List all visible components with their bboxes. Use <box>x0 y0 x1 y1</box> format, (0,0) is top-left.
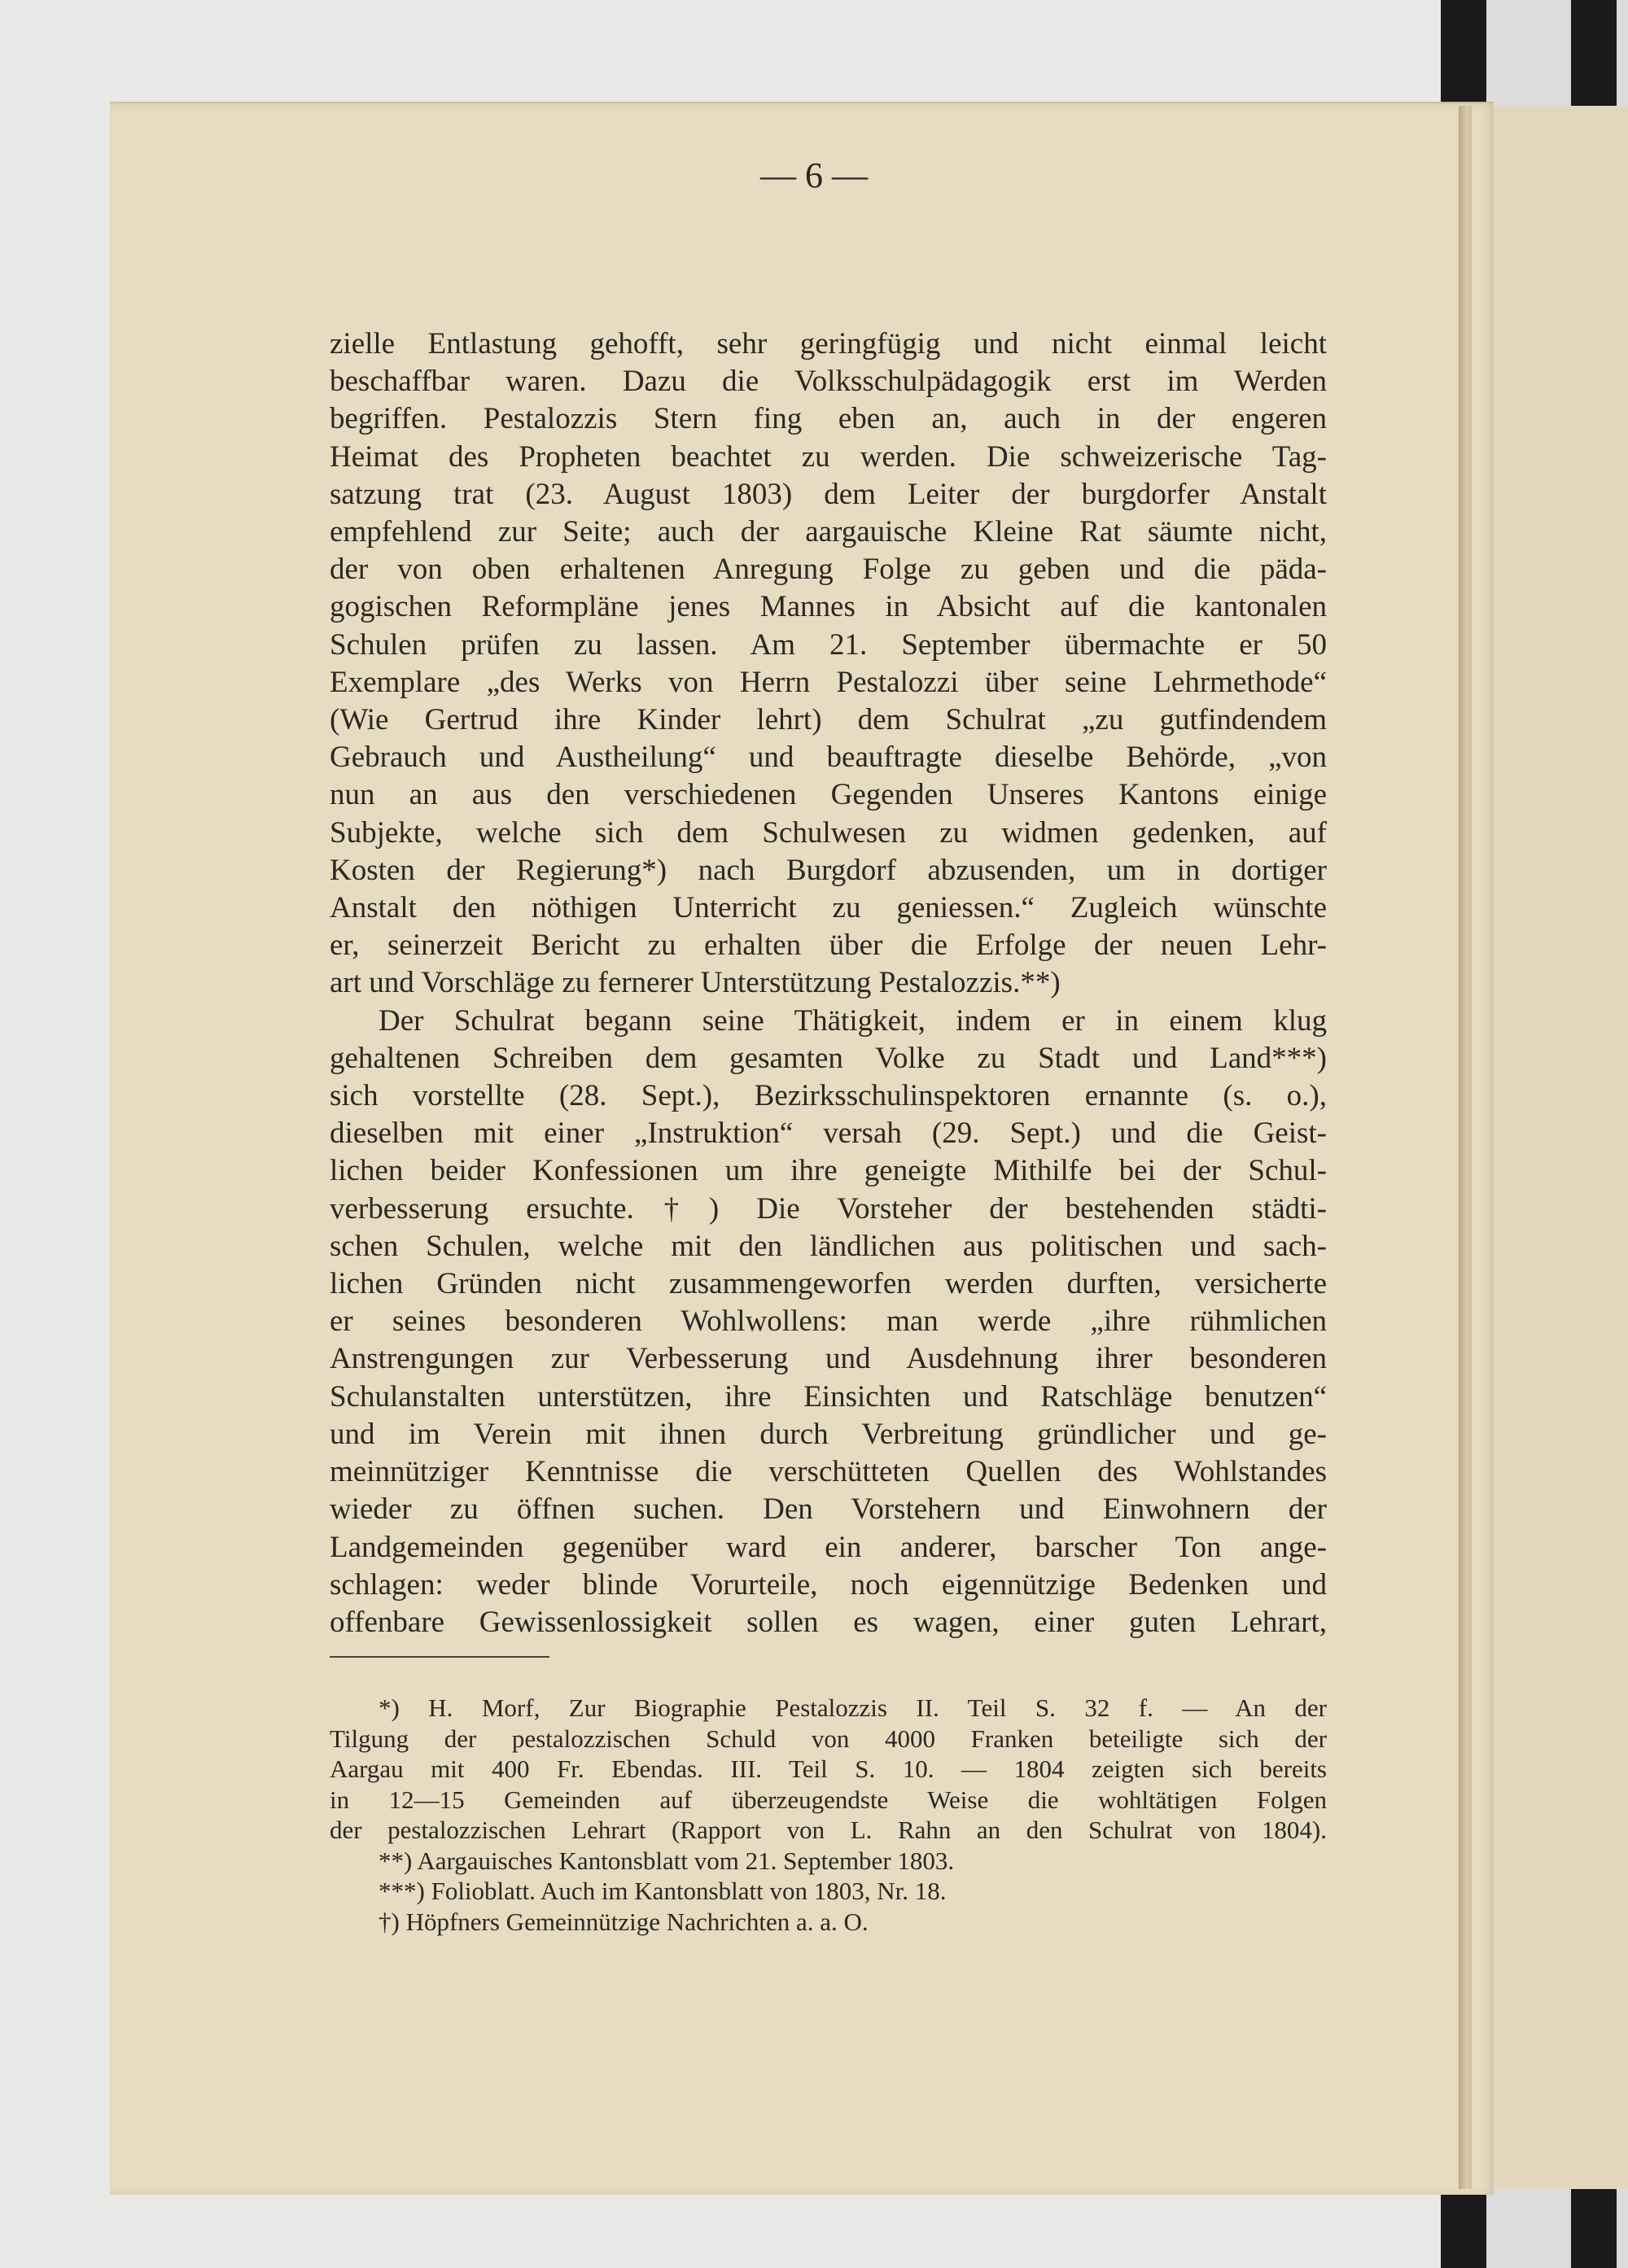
text-line: gehaltenen Schreiben dem gesamten Volke zu Stadt und Land***) <box>330 1041 1327 1075</box>
footnote-line: in 12—15 Gemeinden auf überzeugendste Weise die wohltätigen Folgen <box>330 1785 1327 1814</box>
text-line: sich vorstellte (28. Sept.), Bezirksschulinspektoren ernannte (s. o.), <box>330 1079 1327 1113</box>
text-line: (Wie Gertrud ihre Kinder lehrt) dem Schulrat „zu gutfindendem <box>330 703 1327 737</box>
text-line: Anstrengungen zur Verbesserung und Ausdehnung ihrer besonderen <box>330 1342 1327 1376</box>
text-line: beschaffbar waren. Dazu die Volksschulpädagogik erst im Werden <box>330 365 1327 399</box>
text-line: nun an aus den verschiedenen Gegenden Unseres Kantons einige <box>330 778 1327 812</box>
text-line: offenbare Gewissenlossigkeit sollen es wagen, einer guten Lehrart, <box>330 1605 1327 1639</box>
text-line: schen Schulen, welche mit den ländlichen aus politischen und sach- <box>330 1229 1327 1263</box>
text-line: Exemplare „des Werks von Herrn Pestalozzi über seine Lehrmethode“ <box>330 665 1327 699</box>
text-line: dieselben mit einer „Instruktion“ versah (29. Sept.) und die Geist- <box>330 1117 1327 1151</box>
text-line: Landgemeinden gegenüber ward ein anderer, barscher Ton ange- <box>330 1530 1327 1564</box>
main-text <box>330 326 1327 1641</box>
text-line: er, seinerzeit Bericht zu erhalten über die Erfolge der neuen Lehr- <box>330 929 1327 963</box>
text-line: lichen Gründen nicht zusammengeworfen werden durften, versicherte <box>330 1267 1327 1301</box>
text-line: der von oben erhaltenen Anregung Folge zu geben und die päda- <box>330 553 1327 587</box>
footnote-line: Tilgung der pestalozzischen Schuld von 4000 Franken beteiligte sich der <box>330 1724 1327 1753</box>
footnote-line: der pestalozzischen Lehrart (Rapport von L. Rahn an den Schulrat von 1804). <box>330 1816 1327 1844</box>
text-line: gogischen Reformpläne jenes Mannes in Absicht auf die kantonalen <box>330 590 1327 624</box>
footnote-line: ***) Folioblatt. Auch im Kantonsblatt von 1803, Nr. 18. <box>379 1877 947 1905</box>
footnote-line: *) H. Morf, Zur Biographie Pestalozzis II. Teil S. 32 f. — An der <box>379 1693 1327 1722</box>
text-line: und im Verein mit ihnen durch Verbreitung gründlicher und ge- <box>330 1417 1327 1451</box>
footnote-divider <box>330 1656 549 1658</box>
text-line: Gebrauch und Austheilung“ und beauftragte dieselbe Behörde, „von <box>330 741 1327 775</box>
text-line: art und Vorschläge zu fernerer Unterstützung Pestalozzis.**) <box>330 966 1061 1000</box>
book-gutter <box>1459 106 1472 2189</box>
text-line: er seines besonderen Wohlwollens: man werde „ihre rühmlichen <box>330 1304 1327 1339</box>
footnote-line: **) Aargauisches Kantonsblatt vom 21. September 1803. <box>379 1846 955 1875</box>
page-number: — 6 — <box>760 155 868 195</box>
text-line: Subjekte, welche sich dem Schulwesen zu widmen gedenken, auf <box>330 815 1327 850</box>
text-line: Kosten der Regierung*) nach Burgdorf abzusenden, um in dortiger <box>330 853 1327 887</box>
text-line: wieder zu öffnen suchen. Den Vorstehern und Einwohnern der <box>330 1492 1327 1527</box>
text-line: empfehlend zur Seite; auch der aargauische Kleine Rat säumte nicht, <box>330 515 1327 549</box>
text-line: Der Schulrat begann seine Thätigkeit, indem er in einem klug <box>379 1003 1327 1038</box>
text-line: meinnütziger Kenntnisse die verschütteten Quellen des Wohlstandes <box>330 1455 1327 1489</box>
text-line: lichen beider Konfessionen um ihre geneigte Mithilfe bei der Schul- <box>330 1154 1327 1188</box>
footnote-line: †) Höpfners Gemeinnützige Nachrichten a. a. O. <box>379 1907 869 1936</box>
text-line: Schulen prüfen zu lassen. Am 21. September übermachte er 50 <box>330 627 1327 662</box>
text-line: Schulanstalten unterstützen, ihre Einsichten und Ratschläge benutzen“ <box>330 1379 1327 1414</box>
footnotes <box>330 1693 1327 1937</box>
text-line: satzung trat (23. August 1803) dem Leiter der burgdorfer Anstalt <box>330 477 1327 511</box>
text-line: zielle Entlastung gehofft, sehr geringfügig und nicht einmal leicht <box>330 327 1327 361</box>
text-line: verbesserung ersuchte.†) Die Vorsteher der bestehenden städti- <box>330 1191 1327 1226</box>
footnote-line: Aargau mit 400 Fr. Ebendas. III. Teil S. 10. — 1804 zeigten sich bereits <box>330 1755 1327 1783</box>
text-line: schlagen: weder blinde Vorurteile, noch eigennützige Bedenken und <box>330 1567 1327 1602</box>
text-line: begriffen. Pestalozzis Stern fing eben an, auch in der engeren <box>330 402 1327 436</box>
text-line: Heimat des Propheten beachtet zu werden. Die schweizerische Tag- <box>330 439 1327 474</box>
text-line: Anstalt den nöthigen Unterricht zu geniessen.“ Zugleich wünschte <box>330 891 1327 925</box>
